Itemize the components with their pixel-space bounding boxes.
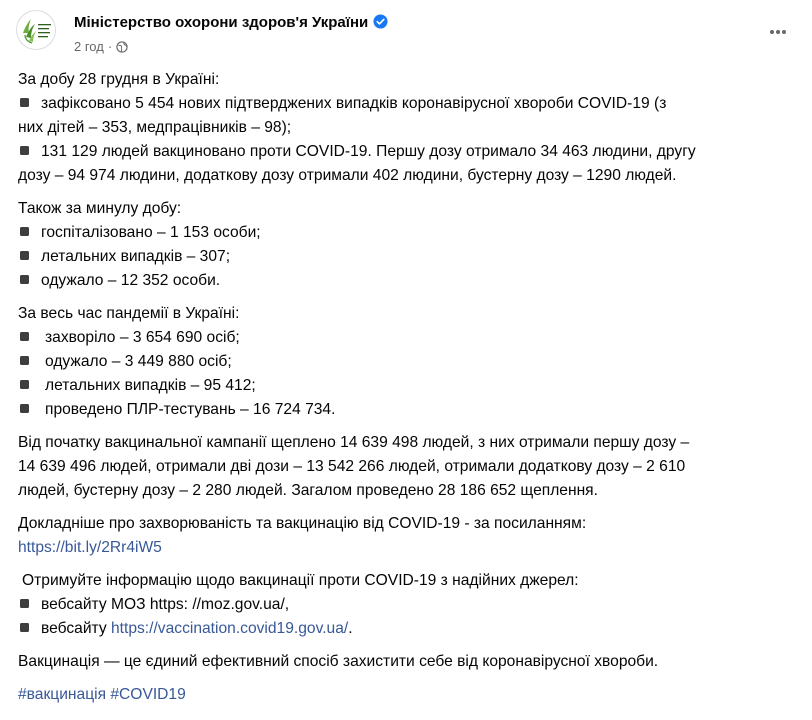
list-item: захворіло – 3 654 690 осіб; xyxy=(18,326,798,350)
page-name-link[interactable] xyxy=(74,14,388,33)
daily-intro: За добу 28 грудня в Україні: xyxy=(18,71,220,88)
post-text xyxy=(18,68,798,716)
list-item: одужало – 3 449 880 осіб; xyxy=(18,350,798,374)
list-item: вебсайту https://vaccination.covid19.gov.ua/. xyxy=(18,617,798,641)
page-name-text[interactable]: Міністерство охорони здоров'я України xyxy=(74,14,369,31)
pandemic-intro: За весь час пандемії в Україні: xyxy=(18,305,240,322)
campaign-line: 14 639 496 людей, отримали дві дози – 13 542 266 людей, отримали додаткову дозу – 2 610 xyxy=(18,458,686,475)
hashtags-section xyxy=(18,683,798,707)
list-item-continuation: них дітей – 353, медпрацівників – 98); xyxy=(18,119,292,136)
list-item: госпіталізовано – 1 153 особи; xyxy=(18,221,798,245)
list-item: зафіксовано 5 454 нових підтверджених випадків коронавірусної хвороби COVID-19 (з xyxy=(18,92,798,116)
bullet-square-icon xyxy=(20,332,29,341)
bullet-square-icon xyxy=(20,146,29,155)
bullet-square-icon xyxy=(20,404,29,413)
bullet-square-icon xyxy=(20,98,29,107)
details-link[interactable]: https://bit.ly/2Rr4iW5 xyxy=(18,539,162,556)
closing-section xyxy=(18,650,798,674)
bullet-square-icon xyxy=(20,380,29,389)
list-item: 131 129 людей вакциновано проти COVID-19. Першу дозу отримало 34 463 людини, другу xyxy=(18,140,798,164)
vaccination-site-link[interactable]: https://vaccination.covid19.gov.ua/ xyxy=(111,620,349,637)
bullet-square-icon xyxy=(20,227,29,236)
bullet-square-icon xyxy=(20,275,29,284)
sources-intro: Отримуйте інформацію щодо вакцинації проти COVID-19 з надійних джерел: xyxy=(22,572,579,589)
closing-text: Вакцинація — це єдиний ефективний спосіб захистити себе від коронавірусної хвороби. xyxy=(18,653,659,670)
meta-separator: · xyxy=(107,39,113,54)
list-item: одужало – 12 352 особи. xyxy=(18,269,798,293)
list-item: летальних випадків – 95 412; xyxy=(18,374,798,398)
yesterday-section xyxy=(18,197,798,293)
pandemic-section xyxy=(18,302,798,422)
details-section xyxy=(18,512,798,560)
campaign-section xyxy=(18,431,798,503)
page-avatar[interactable] xyxy=(16,10,56,50)
more-options-button[interactable] xyxy=(760,14,796,50)
globe-icon[interactable] xyxy=(116,41,128,56)
sources-section xyxy=(18,569,798,641)
list-item-continuation: дозу – 94 974 людини, додаткову дозу отримали 402 людини, бустерну дозу – 1290 людей. xyxy=(18,167,677,184)
list-item: летальних випадків – 307; xyxy=(18,245,798,269)
list-item: вебсайту МОЗ https: //moz.gov.ua/, xyxy=(18,593,798,617)
post-meta xyxy=(74,39,128,56)
details-link-line xyxy=(18,536,798,560)
bullet-square-icon xyxy=(20,623,29,632)
post-timestamp[interactable]: 2 год xyxy=(74,39,104,54)
details-text: Докладніше про захворюваність та вакцинацію від COVID-19 - за посиланням: xyxy=(18,515,587,532)
moz-logo-icon xyxy=(17,11,56,50)
campaign-line: людей, бустерну дозу – 2 280 людей. Загалом проведено 28 186 652 щеплення. xyxy=(18,482,598,499)
yesterday-intro: Також за минулу добу: xyxy=(18,200,182,217)
campaign-line: Від початку вакцинальної кампанії щеплено 14 639 498 людей, з них отримали першу дозу – xyxy=(18,434,690,451)
verified-badge-icon xyxy=(373,14,388,33)
bullet-square-icon xyxy=(20,251,29,260)
bullet-square-icon xyxy=(20,599,29,608)
daily-section xyxy=(18,68,798,188)
list-item: проведено ПЛР-тестувань – 16 724 734. xyxy=(18,398,798,422)
hashtags[interactable]: #вакцинація #COVID19 xyxy=(18,686,186,703)
more-horizontal-icon xyxy=(768,22,788,42)
post-header xyxy=(16,10,796,58)
bullet-square-icon xyxy=(20,356,29,365)
